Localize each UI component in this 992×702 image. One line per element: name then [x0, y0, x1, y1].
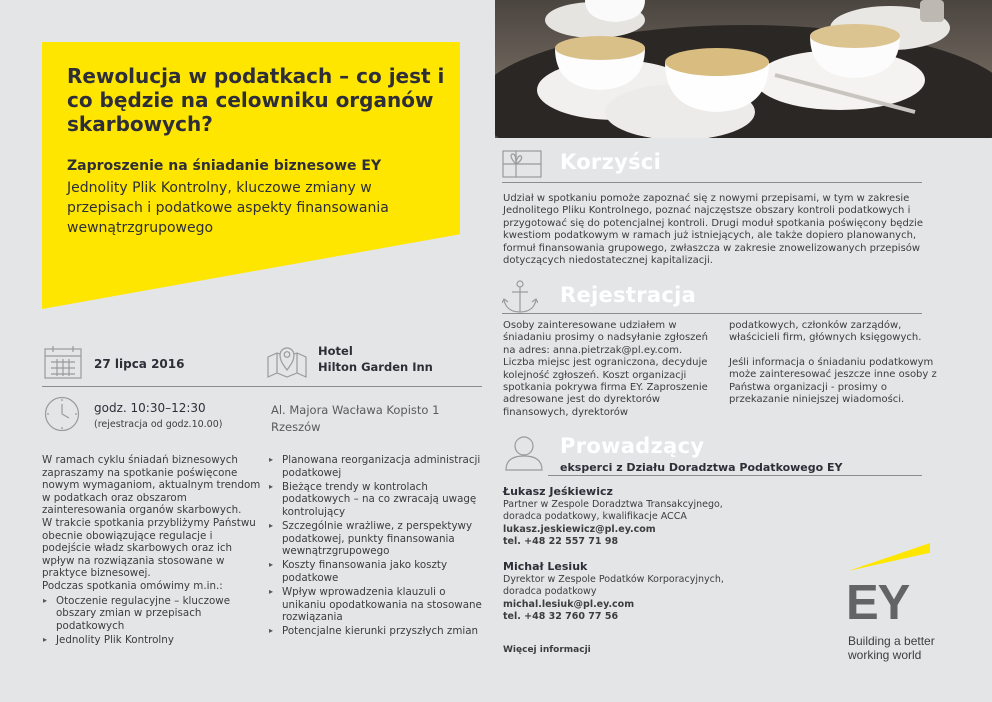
gift-icon: [502, 150, 542, 178]
speaker-name: Łukasz Jeśkiewicz: [503, 485, 613, 498]
list-item: ▸ Bieżące trendy w kontrolach podatkowych – na co zwracają uwagę kontrolujący: [268, 481, 484, 519]
benefits-text: Udział w spotkaniu pomoże zapoznać się z nowymi przepisami, w tym w zakresie Jednolitego Pliku Kontrolnego, poznać najczęstsze obszary kontroli podatkowych i przygotować się do potencjalnej kontroli. Drugi moduł spotkania poświęcony będzie kwestiom podatkowym w ramach już istniejących, ale także dopiero planowanych, formuł finansowania grupowego, zwłaszcza w zakresie znowelizowanych przepisów dotyczących niedostatecznej kapitalizacji.: [503, 193, 923, 267]
registration-text-col1: Osoby zainteresowane udziałem w śniadaniu prosimy o nadsyłanie zgłoszeń na adres: anna.pietrzak@pl.ey.com. Liczba miejsc jest ograniczona, decyduje kolejność zgłoszeń. Koszt organizacji spotkania pokrywa firma EY. Zaproszenie adresowane jest do dyrektorów finansowych, dyrektorów: [503, 320, 708, 418]
ey-logo: EY: [846, 576, 910, 630]
calendar-icon: [44, 345, 82, 379]
hero-subtitle: Zaproszenie na śniadanie biznesowe EY: [67, 158, 382, 174]
clock-icon: [44, 396, 80, 432]
anchor-icon: [502, 280, 538, 314]
divider: [502, 182, 922, 183]
topics-list-left: [42, 595, 264, 647]
list-item: ▸ Wpływ wprowadzenia klauzuli o unikaniu opodatkowania na stosowane rozwiązania: [268, 586, 484, 624]
speaker-name: Michał Lesiuk: [503, 560, 588, 573]
hero-description: Jednolity Plik Kontrolny, kluczowe zmiany w przepisach i podatkowe aspekty finansowania wewnątrzgrupowego: [67, 180, 389, 236]
speaker-role: doradca podatkowy, kwalifikacje ACCA: [503, 511, 687, 523]
speaker-card: [503, 560, 743, 623]
list-item: ▸ Jednolity Plik Kontrolny: [42, 634, 264, 647]
list-item: ▸ Planowana reorganizacja administracji podatkowej: [268, 454, 484, 479]
list-item: ▸ Koszty finansowania jako koszty podatkowe: [268, 559, 484, 584]
speaker-email-link[interactable]: lukasz.jeskiewicz@pl.ey.com: [503, 523, 656, 535]
divider: [502, 313, 922, 314]
speaker-role: Partner w Zespole Doradztwa Transakcyjnego,: [503, 499, 723, 510]
address: Al. Majora Wacława Kopisto 1 Rzeszów: [271, 403, 440, 434]
speaker-phone: tel. +48 32 760 77 56: [503, 610, 619, 622]
map-icon: [266, 343, 308, 379]
list-item: ▸ Szczególnie wrażliwe, z perspektywy podatkowej, punkty finansowania wewnątrzgrupowego: [268, 520, 484, 558]
topics-right: [268, 454, 484, 639]
more-info-link[interactable]: Więcej informacji: [503, 645, 591, 655]
speakers-subtitle: eksperci z Działu Doradztwa Podatkowego EY: [560, 461, 843, 474]
list-item: ▸ Potencjalne kierunki przyszłych zmian: [268, 625, 484, 638]
page-title: Rewolucja w podatkach – co jest i co będzie na celowniku organów skarbowych?: [67, 64, 445, 136]
list-item: ▸ Otoczenie regulacyjne – kluczowe obszary zmian w przepisach podatkowych: [42, 595, 264, 633]
registration-time: (rejestracja od godz.10.00): [94, 419, 223, 430]
speaker-role: doradca podatkowy: [503, 586, 597, 598]
event-time: godz. 10:30–12:30: [94, 401, 206, 415]
speaker-role: Dyrektor w Zespole Podatków Korporacyjnych,: [503, 574, 724, 585]
topics-list-right: [268, 454, 484, 638]
speaker-card: [503, 485, 743, 548]
intro-paragraph: W ramach cyklu śniadań biznesowych zapraszamy na spotkanie poświęcone nowym wymaganiom, aktualnym trendom w podatkach oraz obszarom zainteresowania organów skarbowych.: [42, 454, 261, 517]
person-icon: [502, 435, 546, 471]
divider: [42, 386, 482, 387]
divider: [548, 475, 922, 476]
ey-logo-bar: [848, 543, 930, 571]
ey-tagline: Building a better working world: [848, 634, 935, 662]
venue: Hotel Hilton Garden Inn: [318, 344, 433, 374]
intro-paragraph: W trakcie spotkania przybliżymy Państwu obecnie obowiązujące regulacje i podejście władz skarbowych oraz ich wpływ na rozwiązania stosowane w praktyce biznesowej.: [42, 516, 256, 580]
section-title-benefits: Korzyści: [560, 150, 662, 174]
speaker-email-link[interactable]: michal.lesiuk@pl.ey.com: [503, 598, 635, 610]
registration-text-col2: podatkowych, członków zarządów, właścicieli firm, głównych księgowych. Jeśli informacja o śniadaniu podatkowym może zainteresować jeszcze inne osoby z Państwa organizacji - prosimy o przekazanie niniejszej wiadomości.: [729, 320, 937, 406]
coffee-photo: [495, 0, 992, 138]
intro-text: [42, 454, 264, 648]
event-date: 27 lipca 2016: [94, 357, 185, 371]
speaker-phone: tel. +48 22 557 71 98: [503, 535, 619, 547]
section-title-speakers: Prowadzący: [560, 434, 705, 458]
section-title-registration: Rejestracja: [560, 283, 697, 307]
topics-lead: Podczas spotkania omówimy m.in.:: [42, 579, 223, 592]
